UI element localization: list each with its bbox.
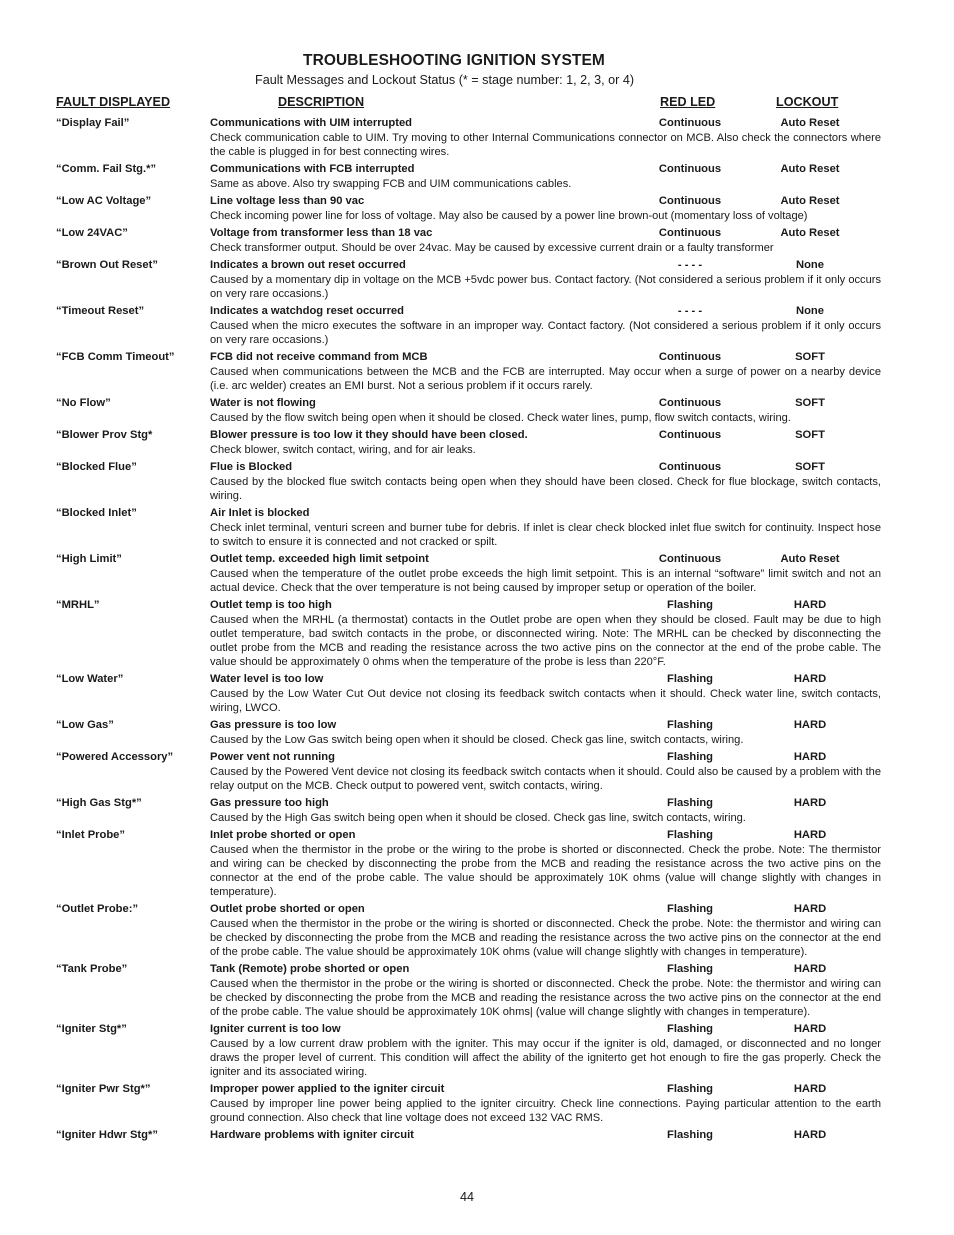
fault-displayed: “Low AC Voltage” xyxy=(56,195,152,207)
fault-row-summary xyxy=(0,225,954,241)
lockout-status: Auto Reset xyxy=(780,195,840,207)
column-header-description: DESCRIPTION xyxy=(278,95,365,109)
red-led-status: Flashing xyxy=(667,829,713,841)
page-subtitle: Fault Messages and Lockout Status (* = stage number: 1, 2, 3, or 4) xyxy=(255,73,635,87)
fault-row xyxy=(0,827,954,901)
lockout-status: SOFT xyxy=(795,397,825,409)
fault-description: Gas pressure too high xyxy=(210,797,329,809)
lockout-status: Auto Reset xyxy=(780,163,840,175)
red-led-status: - - - - xyxy=(677,305,703,317)
fault-row-summary xyxy=(0,115,954,131)
fault-row-summary xyxy=(0,795,954,811)
fault-displayed: “Low 24VAC” xyxy=(56,227,128,239)
red-led-status: Flashing xyxy=(667,963,713,975)
lockout-status: HARD xyxy=(793,829,827,841)
fault-description: Outlet temp is too high xyxy=(210,599,332,611)
fault-row-summary xyxy=(0,1021,954,1037)
fault-description: Communications with FCB interrupted xyxy=(210,163,415,175)
fault-description: Line voltage less than 90 vac xyxy=(210,195,365,207)
lockout-status: Auto Reset xyxy=(780,227,840,239)
column-header-red-led: RED LED xyxy=(660,95,716,109)
fault-displayed: “Timeout Reset” xyxy=(56,305,145,317)
lockout-status: HARD xyxy=(793,1023,827,1035)
fault-row-summary xyxy=(0,827,954,843)
fault-detail: Caused when the temperature of the outlet probe exceeds the high limit setpoint. This is an internal “software” limit switch and not an actual device. Check that the over temperature is not being caused by improper setup or operation of the boiler. xyxy=(210,568,881,594)
fault-detail: Caused when the thermistor in the probe or the wiring to the probe is shorted or disconnected. Check the probe. Note: The thermistor and wiring can be checked by disconnecting the probe from the MCB and reading the resistance across the two active pins on the connector at the end of the probe cable. The value should be approximately 10K ohms (value will change slightly with changes in temperature). xyxy=(210,844,881,898)
fault-row xyxy=(0,551,954,597)
fault-displayed: “Low Water” xyxy=(56,673,124,685)
fault-row xyxy=(0,161,954,193)
fault-displayed: “Igniter Stg*” xyxy=(56,1023,127,1035)
fault-detail: Caused by the High Gas switch being open when it should be closed. Check gas line, switch contacts, wiring. xyxy=(210,812,746,824)
fault-displayed: “High Gas Stg*” xyxy=(56,797,142,809)
red-led-status: Flashing xyxy=(667,1023,713,1035)
lockout-status: HARD xyxy=(793,1083,827,1095)
fault-displayed: “Blocked Inlet” xyxy=(56,507,137,519)
fault-description: FCB did not receive command from MCB xyxy=(210,351,428,363)
red-led-status: Flashing xyxy=(667,903,713,915)
fault-description: Improper power applied to the igniter circuit xyxy=(210,1083,445,1095)
fault-row xyxy=(0,349,954,395)
fault-description: Water is not flowing xyxy=(210,397,316,409)
fault-description: Outlet probe shorted or open xyxy=(210,903,365,915)
fault-description: Blower pressure is too low it they should have been closed. xyxy=(210,429,528,441)
red-led-status: Continuous xyxy=(658,227,722,239)
fault-detail: Caused by a low current draw problem with the igniter. This may occur if the igniter is old, damaged, or disconnected and no longer draws the proper level of current. This condition will affect the ability of the igniterto get hot enough to fire the gas properly. Check the igniter and its associated wiring. xyxy=(210,1038,881,1078)
fault-row-summary xyxy=(0,597,954,613)
fault-detail: Caused when the MRHL (a thermostat) contacts in the Outlet probe are open when they should be closed. Fault may be due to high outlet temperature, bad switch contacts in the probe, or disconnected wiring. Note: The MRHL can be checked by disconnecting the outlet probe from the MCB and reading the resistance across the two active pins on the connector at the end of the probe cable. The value should be approximately 0 ohms when the temperature of the probe is less than 220°F. xyxy=(210,614,881,668)
fault-row xyxy=(0,901,954,961)
red-led-status: Continuous xyxy=(658,351,722,363)
column-header-fault: FAULT DISPLAYED xyxy=(56,95,171,109)
fault-detail: Check inlet terminal, venturi screen and burner tube for debris. If inlet is clear check blocked inlet flue switch for continuity. Inspect hose to switch to ensure it is connected and not cracked or spilt. xyxy=(210,522,881,548)
fault-row-summary xyxy=(0,1081,954,1097)
fault-row-summary xyxy=(0,257,954,273)
lockout-status: SOFT xyxy=(795,351,825,363)
fault-displayed: “No Flow” xyxy=(56,397,111,409)
fault-displayed: “Igniter Hdwr Stg*” xyxy=(56,1129,158,1141)
fault-row xyxy=(0,795,954,827)
fault-row xyxy=(0,115,954,161)
red-led-status: Flashing xyxy=(667,1083,713,1095)
fault-displayed: “Low Gas” xyxy=(56,719,114,731)
fault-displayed: “FCB Comm Timeout” xyxy=(56,351,175,363)
lockout-status: Auto Reset xyxy=(780,553,840,565)
fault-displayed: “Blocked Flue” xyxy=(56,461,137,473)
red-led-status: Continuous xyxy=(658,163,722,175)
fault-displayed: “MRHL” xyxy=(56,599,100,611)
lockout-status: HARD xyxy=(793,599,827,611)
fault-row-summary xyxy=(0,671,954,687)
lockout-status: None xyxy=(796,259,824,271)
red-led-status: Flashing xyxy=(667,797,713,809)
fault-row-summary xyxy=(0,1127,954,1143)
red-led-status: Continuous xyxy=(658,195,722,207)
lockout-status: HARD xyxy=(793,1129,827,1141)
fault-displayed: “Tank Probe” xyxy=(56,963,128,975)
fault-detail: Caused when the micro executes the software in an improper way. Contact factory. (Not considered a serious problem if it only occurs on very rare occasions.) xyxy=(210,320,881,346)
fault-detail: Caused by the blocked flue switch contacts being open when they should have been closed. Check for flue blockage, switch contacts, wiring. xyxy=(210,476,881,502)
fault-row xyxy=(0,303,954,349)
fault-row xyxy=(0,459,954,505)
fault-displayed: “Inlet Probe” xyxy=(56,829,125,841)
fault-row-summary xyxy=(0,395,954,411)
fault-row xyxy=(0,717,954,749)
fault-displayed: “Blower Prov Stg* xyxy=(56,429,153,441)
fault-displayed: “Igniter Pwr Stg*” xyxy=(56,1083,151,1095)
fault-row xyxy=(0,505,954,551)
fault-displayed: “Display Fail” xyxy=(56,117,130,129)
lockout-status: HARD xyxy=(793,963,827,975)
red-led-status: Continuous xyxy=(658,461,722,473)
fault-detail: Caused by a momentary dip in voltage on the MCB +5vdc power bus. Contact factory. (Not considered a serious problem if it only occurs on very rare occasions.) xyxy=(210,274,881,300)
fault-detail: Caused by the Low Water Cut Out device not closing its feedback switch contacts when it should. Check water line, switch contacts, wiring, LWCO. xyxy=(210,688,881,714)
fault-row-summary xyxy=(0,901,954,917)
fault-description: Inlet probe shorted or open xyxy=(210,829,356,841)
fault-detail: Caused by the flow switch being open when it should be closed. Check water lines, pump, flow switch contacts, wiring. xyxy=(210,412,791,424)
fault-description: Indicates a watchdog reset occurred xyxy=(210,305,404,317)
fault-description: Power vent not running xyxy=(210,751,335,763)
fault-description: Outlet temp. exceeded high limit setpoint xyxy=(210,553,429,565)
fault-row xyxy=(0,749,954,795)
fault-description: Indicates a brown out reset occurred xyxy=(210,259,406,271)
fault-detail: Caused by improper line power being applied to the igniter circuitry. Check line connections. Paying particular attention to the earth ground connection. Also check that line voltage does not exceed 132 VAC RMS. xyxy=(210,1098,881,1124)
fault-row xyxy=(0,427,954,459)
fault-table xyxy=(0,115,954,1143)
fault-row xyxy=(0,395,954,427)
fault-detail: Check blower, switch contact, wiring, and for air leaks. xyxy=(210,444,476,456)
red-led-status: Continuous xyxy=(658,429,722,441)
lockout-status: HARD xyxy=(793,797,827,809)
lockout-status: Auto Reset xyxy=(780,117,840,129)
fault-row xyxy=(0,1127,954,1143)
fault-description: Air Inlet is blocked xyxy=(210,507,310,519)
fault-detail: Check transformer output. Should be over 24vac. May be caused by excessive current drain or a faulty transformer xyxy=(210,242,774,254)
fault-detail: Caused by the Powered Vent device not closing its feedback switch contacts when it should. Could also be caused by a problem with the relay output on the MCB. Check output to powered vent, switch contacts, wiring. xyxy=(210,766,881,792)
fault-row-summary xyxy=(0,749,954,765)
fault-row-summary xyxy=(0,717,954,733)
lockout-status: None xyxy=(796,305,824,317)
lockout-status: HARD xyxy=(793,751,827,763)
fault-description: Communications with UIM interrupted xyxy=(210,117,412,129)
fault-description: Flue is Blocked xyxy=(210,461,293,473)
fault-row xyxy=(0,225,954,257)
fault-row-summary xyxy=(0,161,954,177)
red-led-status: Continuous xyxy=(658,397,722,409)
fault-detail: Caused when the thermistor in the probe or the wiring is shorted or disconnected. Check the probe. Note: the thermistor and wiring can be checked by disconnecting the probe from the MCB and reading the resistance across the two active pins on the connector at the end of the probe cable. The value should be approximately 10K ohms (value will change slightly with changes in temperature). xyxy=(210,918,881,958)
fault-row xyxy=(0,1081,954,1127)
fault-row-summary xyxy=(0,193,954,209)
red-led-status: Continuous xyxy=(658,553,722,565)
fault-row xyxy=(0,193,954,225)
fault-description: Tank (Remote) probe shorted or open xyxy=(210,963,410,975)
fault-row xyxy=(0,1021,954,1081)
fault-row-summary xyxy=(0,427,954,443)
fault-row-summary xyxy=(0,459,954,475)
fault-detail: Caused when the thermistor in the probe or the wiring is shorted or disconnected. Check the probe. Note: the thermistor and wiring can be checked by disconnecting the probe from the MCB and reading the resistance across the two active pins on the connector at the end of the probe cable. The value should be approximately 10K ohms| (value will change slightly with changes in temperature). xyxy=(210,978,881,1018)
red-led-status: Flashing xyxy=(667,673,713,685)
fault-detail: Check communication cable to UIM. Try moving to other Internal Communications connector on MCB. Also check the connectors where the cable is plugged in for best connecting wires. xyxy=(210,132,881,158)
fault-row xyxy=(0,597,954,671)
fault-row-summary xyxy=(0,551,954,567)
fault-displayed: “High Limit” xyxy=(56,553,122,565)
fault-displayed: “Powered Accessory” xyxy=(56,751,174,763)
column-header-lockout: LOCKOUT xyxy=(776,95,839,109)
page-number: 44 xyxy=(459,1190,474,1204)
fault-detail: Caused by the Low Gas switch being open when it should be closed. Check gas line, switch contacts, wiring. xyxy=(210,734,744,746)
fault-detail: Caused when communications between the MCB and the FCB are interrupted. May occur when a surge of power on a nearby device (i.e. arc welder) creates an EMI burst. Not a serious problem if it occurs rarely. xyxy=(210,366,881,392)
fault-description: Gas pressure is too low xyxy=(210,719,337,731)
page-title: TROUBLESHOOTING IGNITION SYSTEM xyxy=(303,52,605,69)
red-led-status: Flashing xyxy=(667,751,713,763)
red-led-status: Flashing xyxy=(667,719,713,731)
lockout-status: HARD xyxy=(793,903,827,915)
red-led-status: - - - - xyxy=(677,259,703,271)
red-led-status: Flashing xyxy=(667,599,713,611)
fault-description: Igniter current is too low xyxy=(210,1023,341,1035)
fault-detail: Same as above. Also try swapping FCB and UIM communications cables. xyxy=(210,178,572,190)
fault-description: Water level is too low xyxy=(210,673,324,685)
lockout-status: SOFT xyxy=(795,429,825,441)
fault-row-summary xyxy=(0,349,954,365)
fault-row xyxy=(0,961,954,1021)
fault-description: Hardware problems with igniter circuit xyxy=(210,1129,414,1141)
fault-row-summary xyxy=(0,961,954,977)
lockout-status: HARD xyxy=(793,673,827,685)
fault-detail: Check incoming power line for loss of voltage. May also be caused by a power line brown-out (momentary loss of voltage) xyxy=(210,210,808,222)
red-led-status: Continuous xyxy=(658,117,722,129)
fault-displayed: “Outlet Probe:” xyxy=(56,903,139,915)
fault-description: Voltage from transformer less than 18 vac xyxy=(210,227,433,239)
fault-displayed: “Brown Out Reset” xyxy=(56,259,158,271)
fault-row xyxy=(0,257,954,303)
fault-row-summary xyxy=(0,505,954,521)
lockout-status: SOFT xyxy=(795,461,825,473)
lockout-status: HARD xyxy=(793,719,827,731)
fault-row-summary xyxy=(0,303,954,319)
red-led-status: Flashing xyxy=(667,1129,713,1141)
fault-displayed: “Comm. Fail Stg.*” xyxy=(56,163,157,175)
fault-row xyxy=(0,671,954,717)
